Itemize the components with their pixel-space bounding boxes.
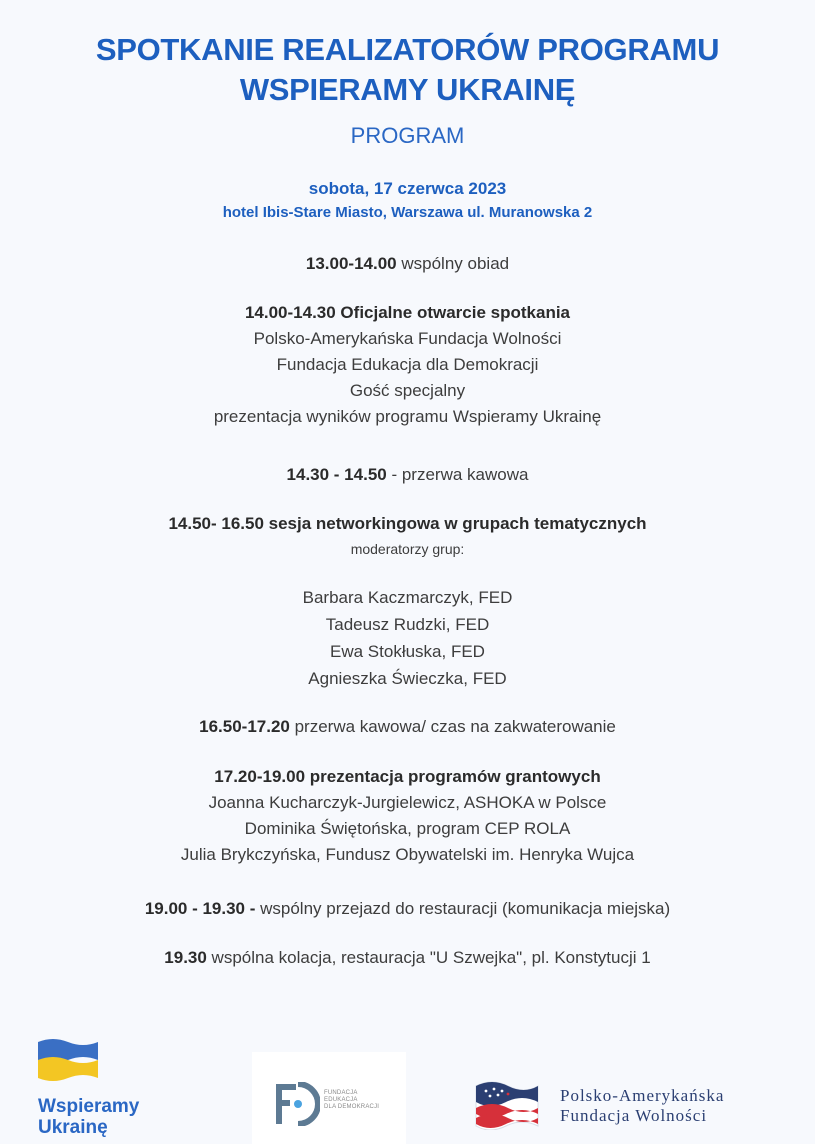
event-date: sobota, 17 czerwca 2023	[308, 179, 507, 198]
agenda-dinner-text: wspólna kolacja, restauracja "U Szwejka", pl. Konstytucji 1	[206, 948, 651, 967]
footer-logos	[0, 1030, 815, 1144]
agenda-opening-line: Fundacja Edukacja dla Demokracji	[276, 355, 539, 374]
agenda-coffee-2	[0, 714, 815, 740]
agenda-dinner	[0, 945, 815, 971]
agenda-grants	[0, 764, 815, 868]
agenda-grants-line: Joanna Kucharczyk-Jurgielewicz, ASHOKA w Polsce	[208, 793, 607, 812]
pafw-flag-icon	[472, 1078, 542, 1130]
ukraine-flag-icon	[38, 1038, 98, 1082]
fed-logo-text	[324, 1090, 379, 1111]
moderator-item: Agnieszka Świeczka, FED	[308, 669, 507, 688]
title-line-2: WSPIERAMY UKRAINĘ	[239, 72, 576, 107]
agenda-opening	[0, 300, 815, 430]
agenda-networking	[0, 511, 815, 561]
agenda-grants-line: Julia Brykczyńska, Fundusz Obywatelski im. Henryka Wujca	[180, 845, 635, 864]
fed-line-3: DLA DEMOKRACJI	[324, 1104, 380, 1110]
wu-line-1: Wspieramy	[38, 1096, 140, 1117]
wu-line-2: Ukrainę	[38, 1117, 108, 1138]
agenda-transfer-text: wspólny przejazd do restauracji (komunikacja miejska)	[255, 899, 671, 918]
fed-mark-icon	[274, 1082, 320, 1126]
agenda-transfer-time: 19.00 - 19.30 -	[144, 899, 256, 918]
moderator-item: Ewa Stokłuska, FED	[330, 642, 485, 661]
agenda-opening-line: Polsko-Amerykańska Fundacja Wolności	[253, 329, 562, 348]
fed-line-1: FUNDACJA	[324, 1090, 358, 1096]
moderators-list	[0, 584, 815, 692]
agenda-dinner-time: 19.30	[164, 948, 207, 967]
page-title	[0, 30, 815, 110]
pafw-line-2: Fundacja Wolności	[560, 1106, 708, 1125]
agenda-lunch	[0, 251, 815, 277]
agenda-coffee-1-text: - przerwa kawowa	[386, 465, 529, 484]
pafw-logo	[472, 1078, 725, 1135]
agenda-coffee-1-time: 14.30 - 14.50	[286, 465, 387, 484]
wspieramy-ukraine-logo-text	[38, 1096, 139, 1138]
agenda-grants-line: Dominika Świętońska, program CEP ROLA	[244, 819, 571, 838]
agenda-coffee-1	[0, 462, 815, 488]
pafw-logo-text	[560, 1086, 724, 1126]
fed-logo	[252, 1052, 406, 1144]
moderator-item: Tadeusz Rudzki, FED	[325, 615, 490, 634]
agenda-opening-heading: 14.00-14.30 Oficjalne otwarcie spotkania	[244, 303, 571, 322]
agenda-opening-line: Gość specjalny	[349, 381, 466, 400]
moderator-item: Barbara Kaczmarczyk, FED	[302, 588, 513, 607]
agenda-networking-sub: moderatorzy grup:	[350, 541, 465, 557]
agenda-networking-heading: 14.50- 16.50 sesja networkingowa w grupach tematycznych	[168, 514, 647, 533]
agenda-transfer	[0, 896, 815, 922]
fed-line-2: EDUKACJA	[324, 1097, 358, 1103]
agenda-lunch-time: 13.00-14.00	[305, 254, 397, 273]
page-subtitle: PROGRAM	[350, 123, 465, 148]
agenda-opening-line: prezentacja wyników programu Wspieramy Ukrainę	[213, 407, 602, 426]
title-line-1: SPOTKANIE REALIZATORÓW PROGRAMU	[95, 32, 720, 67]
agenda-coffee-2-time: 16.50-17.20	[199, 717, 290, 736]
agenda-grants-heading: 17.20-19.00 prezentacja programów grantowych	[214, 767, 601, 786]
pafw-line-1: Polsko-Amerykańska	[560, 1086, 725, 1105]
event-venue: hotel Ibis-Stare Miasto, Warszawa ul. Muranowska 2	[222, 204, 593, 221]
agenda-lunch-text: wspólny obiad	[396, 254, 510, 273]
agenda-coffee-2-text: przerwa kawowa/ czas na zakwaterowanie	[289, 717, 616, 736]
